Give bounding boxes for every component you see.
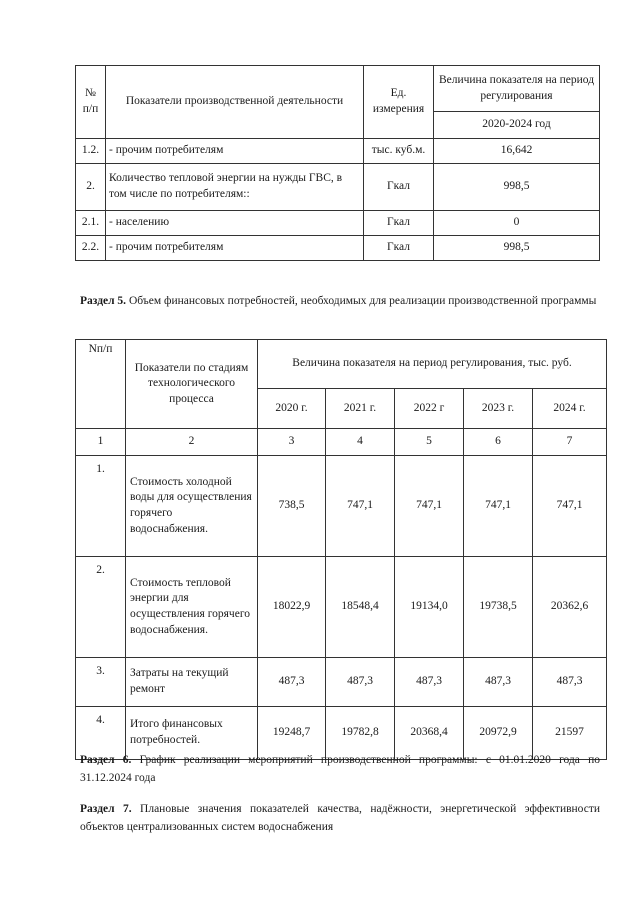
col-number: 5 [395, 429, 464, 456]
row-num: 1. [76, 456, 126, 557]
row-indicator: - прочим потребителям [106, 236, 364, 261]
column-number-row [76, 429, 607, 456]
row-unit: тыс. куб.м. [364, 139, 434, 164]
row-num: 4. [76, 707, 126, 760]
header-value: Величина показателя на период регулирования, тыс. руб. [258, 340, 607, 389]
row-value: 20972,9 [464, 707, 533, 760]
row-value: 747,1 [395, 456, 464, 557]
row-unit: Гкал [364, 211, 434, 236]
row-value: 18022,9 [258, 557, 326, 658]
row-num: 1.2. [76, 139, 106, 164]
row-unit: Гкал [364, 164, 434, 211]
row-value: 20368,4 [395, 707, 464, 760]
header-period: 2020-2024 год [434, 112, 600, 139]
row-num: 2. [76, 164, 106, 211]
section-7-heading [80, 800, 600, 837]
col-number: 2 [126, 429, 258, 456]
row-value: 0 [434, 211, 600, 236]
header-year: 2023 г. [464, 389, 533, 429]
header-year: 2021 г. [326, 389, 395, 429]
table-row [76, 456, 607, 557]
header-unit: Ед. измерения [364, 66, 434, 139]
table-row [76, 139, 600, 164]
table-row [76, 236, 600, 261]
row-num: 3. [76, 658, 126, 707]
row-value: 487,3 [258, 658, 326, 707]
table-row [76, 557, 607, 658]
row-indicator: Стоимость холодной воды для осуществления горячего водоснабжения. [126, 456, 258, 557]
row-value: 747,1 [533, 456, 607, 557]
row-value: 738,5 [258, 456, 326, 557]
col-number: 3 [258, 429, 326, 456]
row-value: 19738,5 [464, 557, 533, 658]
header-indicator: Показатели производственной деятельности [106, 66, 364, 139]
row-indicator: Затраты на текущий ремонт [126, 658, 258, 707]
row-value: 16,642 [434, 139, 600, 164]
row-value: 998,5 [434, 164, 600, 211]
row-value: 19248,7 [258, 707, 326, 760]
section-5-label: Раздел 5. [80, 295, 127, 307]
row-indicator: - прочим потребителям [106, 139, 364, 164]
row-value: 21597 [533, 707, 607, 760]
section-6-heading [80, 751, 600, 788]
row-unit: Гкал [364, 236, 434, 261]
row-value: 487,3 [464, 658, 533, 707]
section-6-text: График реализации мероприятий производственной программы: с 01.01.2020 года по 31.12.2024 года [80, 754, 600, 785]
header-year: 2020 г. [258, 389, 326, 429]
col-number: 6 [464, 429, 533, 456]
production-indicators-table [75, 65, 600, 261]
row-num: 2.2. [76, 236, 106, 261]
table-row [76, 211, 600, 236]
row-value: 19782,8 [326, 707, 395, 760]
table-row [76, 658, 607, 707]
row-num: 2.1. [76, 211, 106, 236]
table-row [76, 164, 600, 211]
header-indicator: Показатели по стадиям технологического процесса [126, 340, 258, 429]
row-indicator: Количество тепловой энергии на нужды ГВС, в том числе по потребителям:: [106, 164, 364, 211]
row-value: 19134,0 [395, 557, 464, 658]
col-number: 4 [326, 429, 395, 456]
section-5-text: Объем финансовых потребностей, необходимых для реализации производственной программы [128, 295, 597, 307]
row-value: 487,3 [395, 658, 464, 707]
header-year: 2022 г [395, 389, 464, 429]
section-7-label: Раздел 7. [80, 803, 132, 815]
header-num: № п/п [76, 66, 106, 139]
col-number: 1 [76, 429, 126, 456]
section-6-label: Раздел 6. [80, 754, 132, 766]
row-value: 487,3 [326, 658, 395, 707]
row-value: 747,1 [464, 456, 533, 557]
header-num: Nп/п [76, 340, 126, 429]
row-value: 18548,4 [326, 557, 395, 658]
row-value: 747,1 [326, 456, 395, 557]
row-indicator: Итого финансовых потребностей. [126, 707, 258, 760]
col-number: 7 [533, 429, 607, 456]
row-num: 2. [76, 557, 126, 658]
row-indicator: - населению [106, 211, 364, 236]
financial-needs-table [75, 339, 607, 760]
row-indicator: Стоимость тепловой энергии для осуществления горячего водоснабжения. [126, 557, 258, 658]
row-value: 487,3 [533, 658, 607, 707]
header-year: 2024 г. [533, 389, 607, 429]
header-value: Величина показателя на период регулирования [434, 66, 600, 112]
section-5-heading [80, 292, 600, 310]
section-7-text: Плановые значения показателей качества, надёжности, энергетической эффективности объектов централизованных систем водоснабжения [80, 803, 601, 834]
row-value: 20362,6 [533, 557, 607, 658]
row-value: 998,5 [434, 236, 600, 261]
